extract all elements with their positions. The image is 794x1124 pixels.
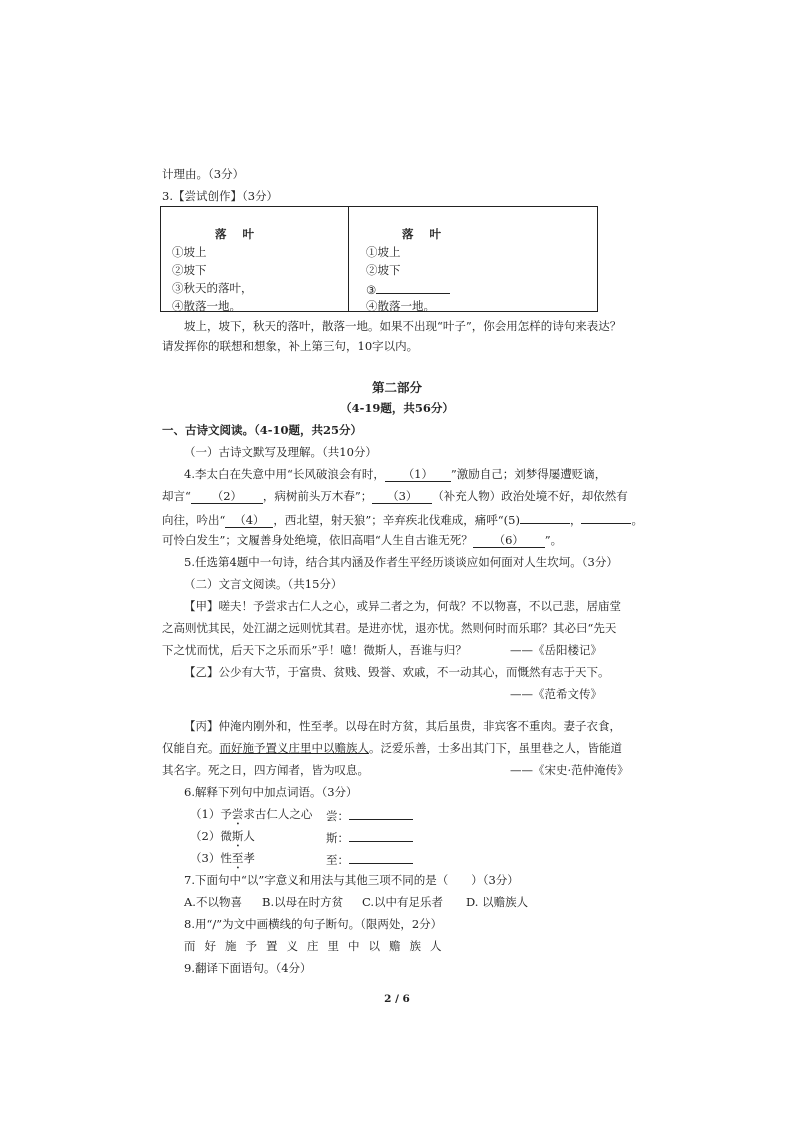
- right-poem-line: ③: [366, 280, 450, 297]
- q6-item: （3）性至孝: [190, 851, 255, 865]
- subsection-heading: （二）文言文阅读。（共15分）: [184, 577, 343, 591]
- left-poem-line: ②坡下: [172, 263, 207, 277]
- left-poem-line: ④散落一地。: [172, 299, 241, 313]
- section-heading: 一、古诗文阅读。（4-10题，共25分）: [162, 423, 363, 437]
- q7-option: B.以母在时方贫: [262, 895, 344, 909]
- q6-item: （2）微斯人: [190, 829, 255, 843]
- page-number: 2 / 6: [384, 993, 410, 1005]
- subsection-heading: （一）古诗文默写及理解。（共10分）: [184, 445, 377, 459]
- q7-option: D. 以赡族人: [466, 895, 529, 909]
- q6-answer: 至：: [326, 850, 413, 868]
- q7-option: C.以中有足乐者: [362, 895, 444, 909]
- passage-jia-source: ——《岳阳楼记》: [510, 643, 602, 657]
- question-8: 8.用“/”为文中画横线的句子断句。（限两处，2分）: [184, 917, 443, 931]
- blank-3[interactable]: （3）: [372, 490, 432, 504]
- q4-line: 却言“ （2） ，病树前头万木春”； （3） （补充人物）政治处境不好，却依然有: [162, 489, 628, 503]
- passage-bing-source: ——《宋史·范仲淹传》: [510, 763, 629, 777]
- blank-1[interactable]: （1）: [385, 468, 451, 482]
- q6-item: （1）予尝求古仁人之心: [190, 807, 313, 821]
- q4-line: 向往，吟出“ （4） ，西北望，射天狼”；辛弃疾北伐难成，痛呼“(5) ， 。: [162, 510, 643, 528]
- sentence-to-punctuate: 而 好 施 予 置 义 庄 里 中 以 赡 族 人: [184, 939, 442, 953]
- passage-jia-line: 【甲】嗟夫！予尝求古仁人之心，或异二者之为，何哉？不以物喜，不以己悲，居庙堂: [184, 599, 621, 613]
- passage-yi-line: 【乙】公少有大节，于富贵、贫贱、毁誉、欢戚，不一动其心，而慨然有志于天下。: [184, 665, 610, 679]
- left-poem-line: ③秋天的落叶，: [172, 281, 253, 295]
- q4-line: 4.李太白在失意中用“长风破浪会有时， （1） ”激励自己；刘梦得屡遭贬谪，: [184, 467, 607, 481]
- question-3-heading: 3.【尝试创作】（3分）: [162, 189, 279, 203]
- answer-blank[interactable]: [349, 850, 413, 864]
- q4-line: 可怜白发生”；文履善身处绝境，依旧高唱“人生自古谁无死？ （6） ”。: [162, 533, 563, 547]
- blank-5b[interactable]: [581, 510, 631, 524]
- left-poem-title: 落 叶: [215, 227, 261, 241]
- blank-2[interactable]: （2）: [191, 490, 263, 504]
- text-line: 计理由。（3分）: [162, 167, 245, 181]
- right-poem-line: ②坡下: [366, 263, 401, 277]
- passage-bing-line: 【丙】仲淹内刚外和，性至孝。以母在时方贫，其后虽贵，非宾客不重肉。妻子衣食，: [184, 719, 621, 733]
- answer-blank[interactable]: [349, 806, 413, 820]
- right-poem-line: ①坡上: [366, 245, 401, 259]
- passage-yi-source: ——《范希文传》: [510, 687, 602, 701]
- q6-answer: 尝：: [326, 806, 413, 824]
- passage-jia-line: 下之忧而忧，后天下之乐而乐”乎！噫！微斯人，吾谁与归？: [162, 643, 467, 657]
- question-9: 9.翻译下面语句。（4分）: [184, 961, 312, 975]
- passage-bing-line: 仅能自充。而好施予置义庄里中以赡族人。泛爱乐善，士多出其门下，虽里巷之人，皆能道: [162, 741, 622, 755]
- table-divider: [348, 206, 349, 311]
- answer-blank[interactable]: [349, 828, 413, 842]
- part-subtitle: （4-19题，共56分）: [340, 401, 454, 415]
- right-poem-title: 落 叶: [402, 227, 448, 241]
- passage-jia-line: 之高则忧其民，处江湖之远则忧其君。是进亦忧，退亦忧。然则何时而乐耶？其必曰“先天: [162, 621, 617, 635]
- passage-bing-line: 其名字。死之日，四方闻者，皆为叹息。: [162, 763, 369, 777]
- blank-4[interactable]: （4）: [225, 514, 273, 528]
- q7-option: A.不以物喜: [184, 895, 242, 909]
- underlined-sentence: 而好施予置义庄里中以赡族人: [219, 741, 369, 755]
- blank-5a[interactable]: [520, 510, 570, 524]
- part-title: 第二部分: [371, 380, 422, 395]
- answer-blank[interactable]: [376, 280, 450, 294]
- q6-answer: 斯：: [326, 828, 413, 846]
- question-5: 5.任选第4题中一句诗，结合其内涵及作者生平经历谈谈应如何面对人生坎坷。（3分）: [184, 555, 618, 569]
- prompt-line: 坡上，坡下，秋天的落叶，散落一地。如果不出现“叶子”，你会用怎样的诗句来表达？: [184, 319, 622, 333]
- right-poem-line: ④散落一地。: [366, 299, 435, 313]
- question-6: 6.解释下列句中加点词语。（3分）: [184, 785, 358, 799]
- question-7: 7.下面句中“以”字意义和用法与其他三项不同的是（ ）（3分）: [184, 873, 519, 887]
- blank-6[interactable]: （6）: [473, 534, 545, 548]
- prompt-line: 请发挥你的联想和想象，补上第三句，10字以内。: [162, 339, 419, 353]
- left-poem-line: ①坡上: [172, 245, 207, 259]
